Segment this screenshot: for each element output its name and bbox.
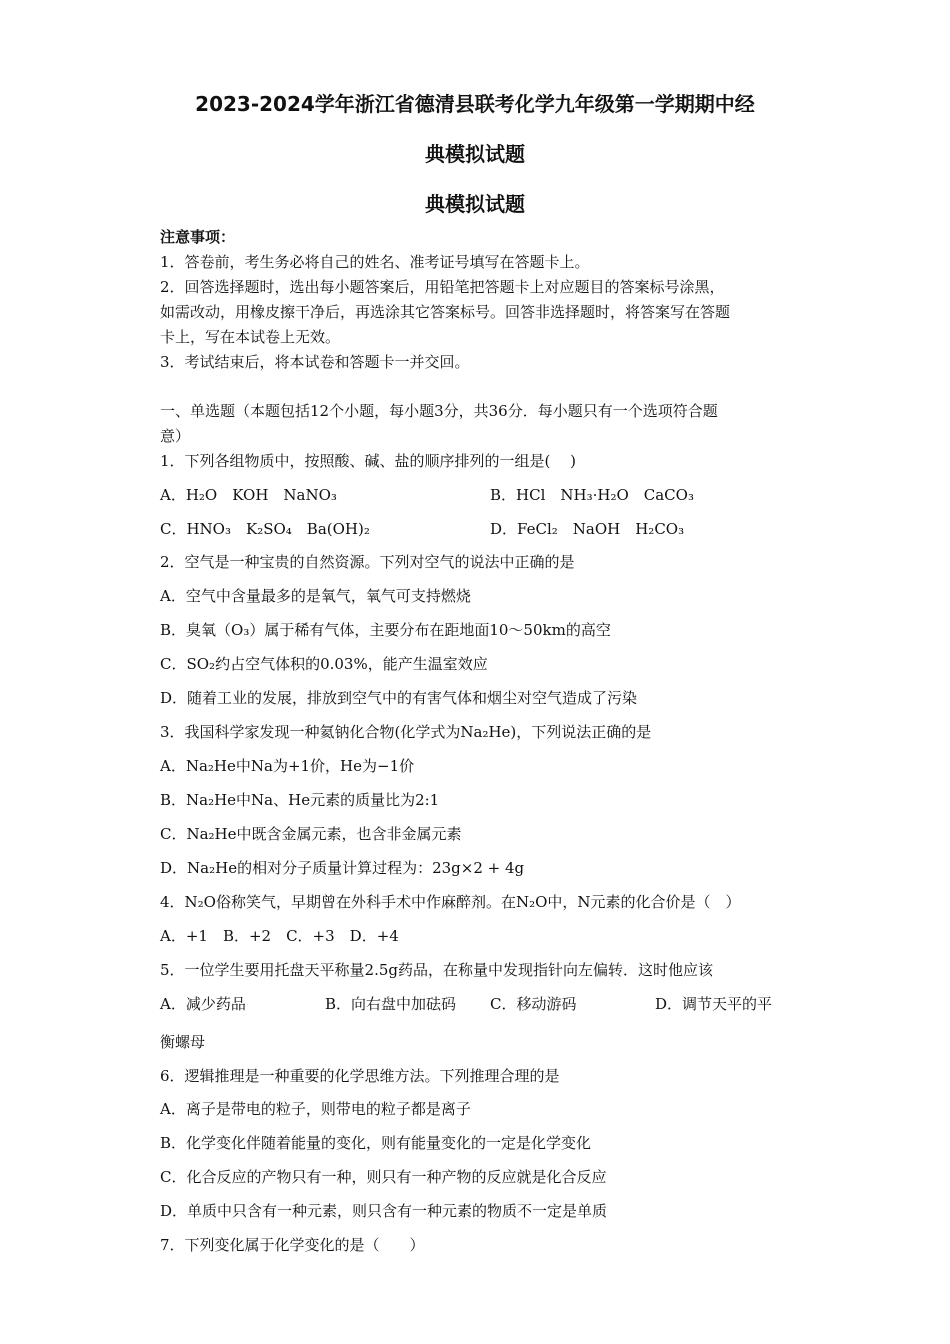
q3-option-a: A．Na₂He中Na为+1价，He为−1价 [160,757,415,775]
notice-item-2a: 2．回答选择题时，选出每小题答案后，用铅笔把答题卡上对应题目的答案标号涂黑， [160,278,725,296]
q1-option-a: A．H₂O KOH NaNO₃ [160,486,337,504]
title-line-1: 2023-2024学年浙江省德清县联考化学九年级第一学期期中经 [195,92,755,116]
notice-heading: 注意事项： [160,228,236,246]
section-heading-line-2: 意） [160,427,191,445]
q5-option-c: C．移动游码 [490,995,577,1013]
q7-stem: 7．下列变化属于化学变化的是（ ） [160,1236,425,1254]
notice-item-1: 1．答卷前，考生务必将自己的姓名、准考证号填写在答题卡上。 [160,253,590,271]
q6-option-d: D．单质中只含有一种元素，则只含有一种元素的物质不一定是单质 [160,1202,608,1220]
q5-option-a: A．减少药品 [160,995,246,1013]
q2-option-b: B．臭氧（O₃）属于稀有气体，主要分布在距地面10～50km的高空 [160,621,611,639]
title-line-2: 典模拟试题 [425,142,525,166]
q3-option-b: B．Na₂He中Na、He元素的质量比为2:1 [160,791,440,809]
q5-option-b: B．向右盘中加砝码 [325,995,457,1013]
q6-option-b: B．化学变化伴随着能量的变化，则有能量变化的一定是化学变化 [160,1134,592,1152]
q3-option-c: C．Na₂He中既含金属元素，也含非金属元素 [160,825,462,843]
q4-options: A．+1 B．+2 C．+3 D．+4 [160,927,399,945]
q1-option-c: C．HNO₃ K₂SO₄ Ba(OH)₂ [160,520,370,538]
q1-stem: 1．下列各组物质中，按照酸、碱、盐的顺序排列的一组是( ) [160,452,577,470]
q5-option-d-continued: 衡螺母 [160,1033,206,1051]
q3-option-d: D．Na₂He的相对分子质量计算过程为：23g×2 + 4g [160,859,525,877]
q2-stem: 2．空气是一种宝贵的自然资源。下列对空气的说法中正确的是 [160,553,575,571]
q2-option-d: D．随着工业的发展，排放到空气中的有害气体和烟尘对空气造成了污染 [160,689,638,707]
title-line-3: 典模拟试题 [425,192,525,216]
section-heading-line-1: 一、单选题（本题包括12个小题，每小题3分，共36分．每小题只有一个选项符合题 [160,402,718,420]
notice-item-2c: 卡上，写在本试卷上无效。 [160,328,341,346]
q4-stem: 4．N₂O俗称笑气，早期曾在外科手术中作麻醉剂。在N₂O中，N元素的化合价是（ ） [160,893,741,911]
q1-option-b: B．HCl NH₃·H₂O CaCO₃ [490,486,694,504]
q6-option-a: A．离子是带电的粒子，则带电的粒子都是离子 [160,1100,471,1118]
q1-option-d: D．FeCl₂ NaOH H₂CO₃ [490,520,685,538]
q6-option-c: C．化合反应的产物只有一种，则只有一种产物的反应就是化合反应 [160,1168,607,1186]
q2-option-c: C．SO₂约占空气体积的0.03%，能产生温室效应 [160,655,488,673]
q5-option-d: D．调节天平的平 [655,995,773,1013]
notice-item-2b: 如需改动，用橡皮擦干净后，再选涂其它答案标号。回答非选择题时，将答案写在答题 [160,303,731,321]
q5-stem: 5．一位学生要用托盘天平称量2.5g药品，在称量中发现指针向左偏转．这时他应该 [160,961,714,979]
notice-item-3: 3．考试结束后，将本试卷和答题卡一并交回。 [160,353,470,371]
q2-option-a: A．空气中含量最多的是氧气，氧气可支持燃烧 [160,587,471,605]
q3-stem: 3．我国科学家发现一种氦钠化合物(化学式为Na₂He)，下列说法正确的是 [160,723,652,741]
q6-stem: 6．逻辑推理是一种重要的化学思维方法。下列推理合理的是 [160,1067,560,1085]
